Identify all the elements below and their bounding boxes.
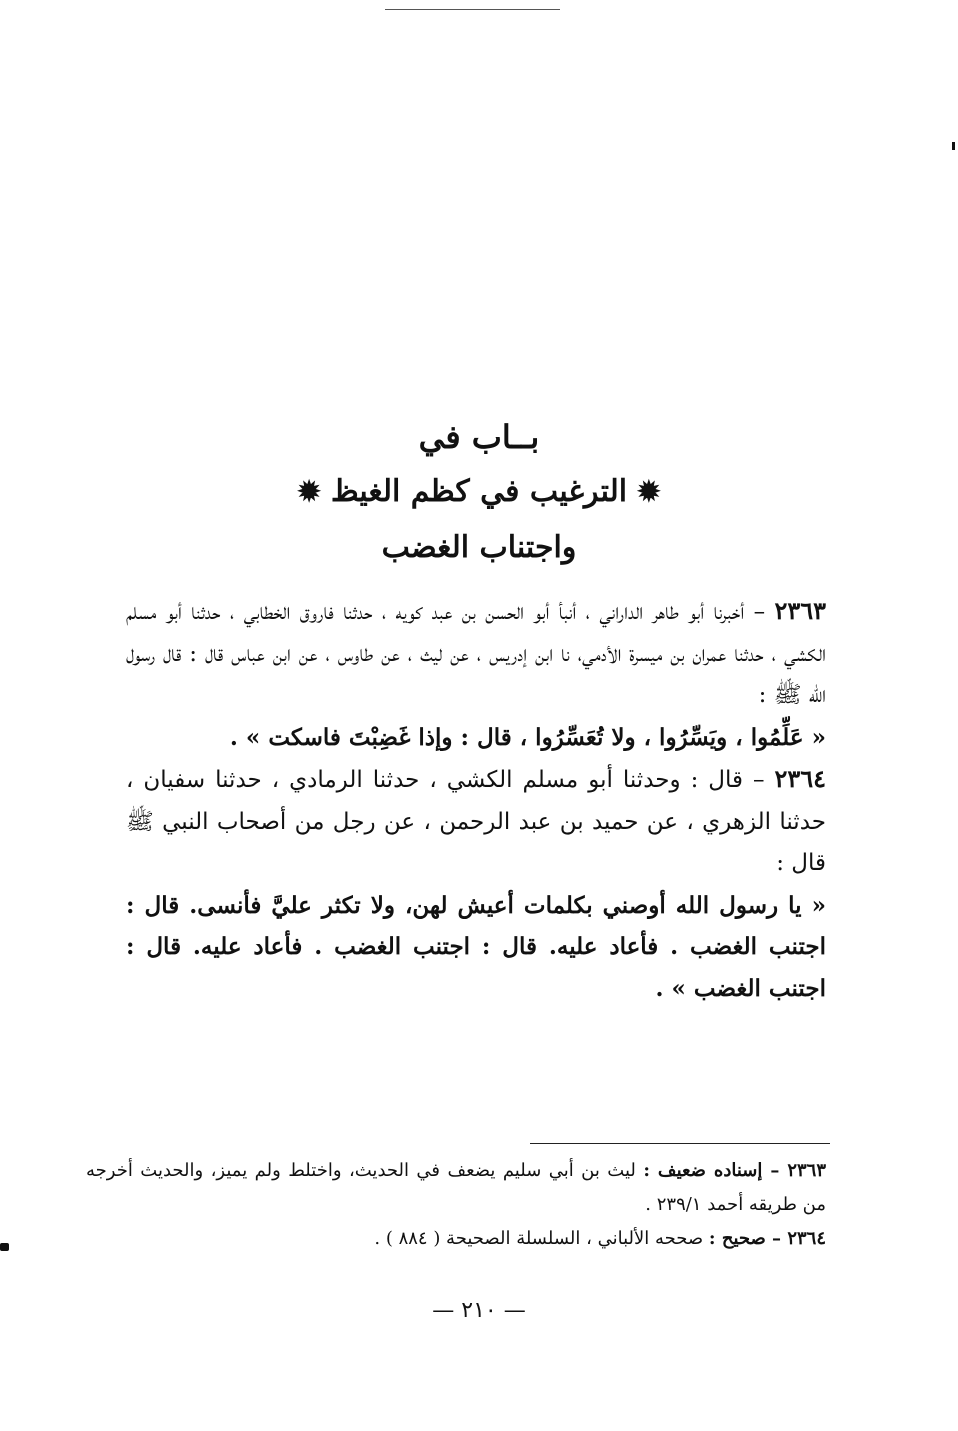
footnotes xyxy=(86,1154,826,1256)
chapter-title: الترغيب في كظم الغيظ xyxy=(330,474,628,509)
hadith-2364-isnad xyxy=(126,758,826,885)
hadith-2364-matn: « يا رسول الله أوصني بكلمات أعيش لهن، ولا تكثر عليَّ فأنسى. قال : اجتنب الغضب . فأعاد عليه. قال : اجتنب الغضب . فأعاد عليه. قال : اجتنب الغضب » . xyxy=(126,891,826,1002)
hadith-2363-isnad xyxy=(126,590,826,717)
footnote-grade: – إسناده ضعيف : xyxy=(643,1160,788,1181)
footnote-divider xyxy=(530,1143,830,1144)
ornament-icon: ✹ xyxy=(637,475,661,508)
footnote-number: ٢٣٦٣ xyxy=(787,1160,826,1181)
chapter-heading-line2 xyxy=(0,474,958,509)
footnote-grade: – صحيح : xyxy=(708,1228,788,1249)
chapter-heading-line1: بــاب في xyxy=(418,418,540,456)
top-rule xyxy=(385,9,560,10)
ornament-icon: ✹ xyxy=(297,475,321,508)
scan-mark-top xyxy=(952,142,955,150)
dash: – xyxy=(744,599,775,625)
dash: – xyxy=(743,767,775,793)
isnad-text: قال : وحدثنا أبو مسلم الكشي ، حدثنا الرمادي ، حدثنا سفيان ، حدثنا الزهري ، عن حميد بن عبد الرحمن ، عن رجل من أصحاب النبي ﷺ قال : xyxy=(126,767,826,876)
footnote-item xyxy=(86,1154,826,1222)
main-text xyxy=(126,590,826,1009)
isnad-text: أخبرنا أبو طاهر الداراني ، أنبأ أبو الحسن بن عبد كويه ، حدثنا فاروق الخطابي ، حدثنا أبو مسلم الكشي ، حدثنا عمران بن ميسرة الأدمي، نا ابن إدريس ، عن ليث ، عن طاوس ، عن ابن عباس قال : قال رسول الله ﷺ : xyxy=(126,599,826,708)
hadith-number: ٢٣٦٤ xyxy=(774,764,826,793)
footnote-text: صححه الألباني ، السلسلة الصحيحة ( ٨٨٤ ) . xyxy=(374,1228,709,1249)
page-number: — ٢١٠ — xyxy=(432,1298,526,1323)
hadith-number: ٢٣٦٣ xyxy=(774,596,827,625)
footnote-item xyxy=(86,1222,826,1256)
chapter-heading-line3: واجتناب الغضب xyxy=(381,530,577,565)
scan-mark-bottom xyxy=(0,1243,9,1251)
footnote-text: ليث بن أبي سليم يضعف في الحديث، واختلط ولم يميز، والحديث أخرجه من طريقه أحمد ٢٣٩/١ . xyxy=(86,1160,826,1215)
footnote-number: ٢٣٦٤ xyxy=(787,1228,826,1249)
hadith-2363-matn: « عَلِّمُوا ، ويَسِّرُوا ، ولا تُعَسِّرُوا ، قال : وإذا غَضِبْتَ فاسكت » . xyxy=(229,723,826,751)
